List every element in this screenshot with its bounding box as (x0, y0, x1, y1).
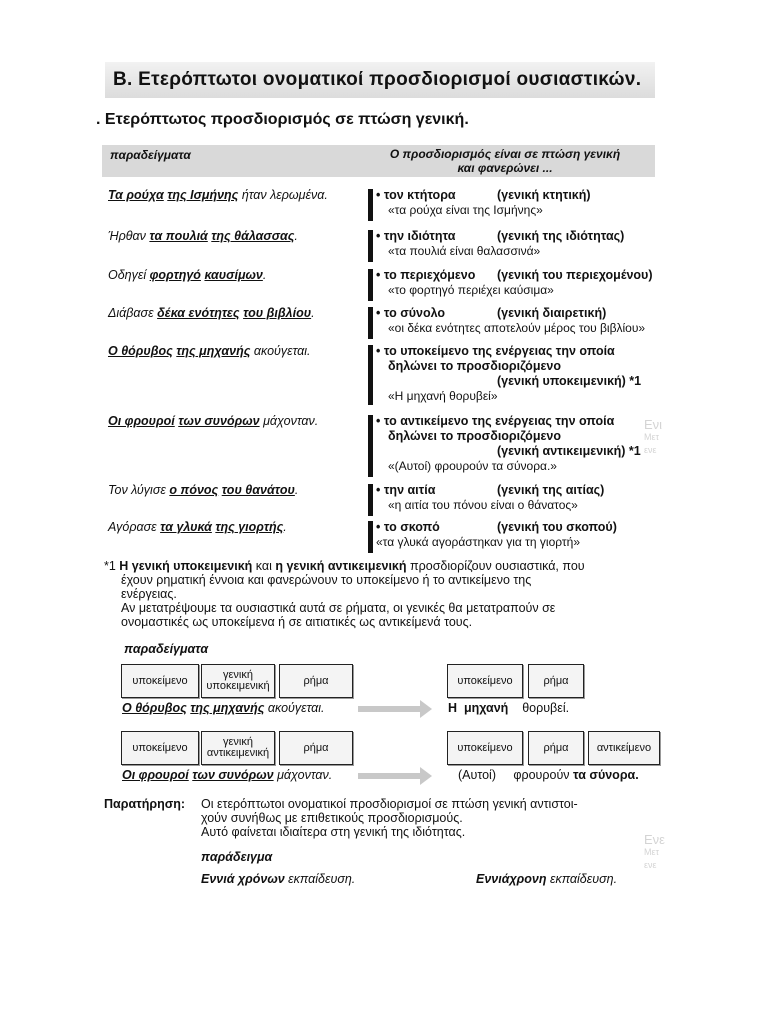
watermark-1-line2: ενε (644, 445, 657, 455)
footnote-conj: και (252, 559, 276, 573)
example-genitive: των συνόρων (178, 414, 260, 428)
row-marker-bar (368, 230, 373, 262)
example-head-noun: δέκα ενότητες (157, 306, 240, 320)
observation-label: Παρατήρηση: (104, 797, 186, 811)
diagram1-sentence (122, 701, 325, 715)
example-prefix: Οδηγεί (108, 268, 150, 282)
row-paraphrase: «η αιτία του πόνου είναι ο θάνατος» (388, 498, 578, 512)
box-objective-genitive: γενική αντικειμενική (201, 731, 275, 765)
observation-example2-term: Εννιάχρονη (476, 872, 547, 886)
example-prefix: Ήρθαν (108, 229, 150, 243)
row-role: • την ιδιότητα (376, 229, 456, 243)
row-marker-bar (368, 484, 373, 516)
example-genitive: καυσίμων (204, 268, 263, 282)
box-subject-right: υποκείμενο (447, 664, 523, 698)
row-marker-bar (368, 189, 373, 221)
page-title: Β. Ετερόπτωτοι ονοματικοί προσδιορισμοί ουσιαστικών. (105, 62, 655, 98)
example-genitive: της γιορτής (215, 520, 284, 534)
diagram1-verb: ακούγεται. (264, 701, 325, 715)
example-rest: . (283, 520, 287, 534)
footnote-text3: ενέργειας. (121, 587, 177, 601)
observation-example1-term: Εννιά χρόνων (201, 872, 285, 886)
example-head-noun: Οι φρουροί (108, 414, 175, 428)
watermark-1-line1: Μετ (644, 432, 660, 442)
footnote-text2: έχουν ρηματική έννοια και φανερώνουν το υποκείμενο ή το αντικείμενο της (121, 573, 532, 587)
observation-line2: χούν συνήθως με επιθετικούς προσδιορισμούς. (201, 811, 463, 825)
diagram1-genitive: της μηχανής (190, 701, 265, 715)
diagram2-transformed (458, 768, 639, 782)
row-marker-bar (368, 415, 373, 477)
header-examples: παραδείγματα (110, 148, 191, 162)
diagram1-new-verb: θορυβεί. (522, 701, 570, 715)
diagram2-sentence (122, 768, 332, 782)
row-marker-bar (368, 521, 373, 553)
example-rest: . (294, 229, 298, 243)
box-verb-2: ρήμα (279, 731, 353, 765)
row-role: • το αντικείμενο της ενέργειας την οποία (376, 414, 615, 428)
example-head-noun: Τα ρούχα (108, 188, 164, 202)
arrow-right-icon (358, 773, 420, 779)
watermark-2-title: Ενε (644, 832, 665, 847)
example-head-noun: Ο θόρυβος (108, 344, 173, 358)
footnote-text5: ονομαστικές ως υποκείμενα ή σε αιτιατικές ως αντικείμενά τους. (121, 615, 473, 629)
row-role: • την αιτία (376, 483, 436, 497)
example-head-noun: τα γλυκά (160, 520, 212, 534)
row-paraphrase: «τα γλυκά αγοράστηκαν για τη γιορτή» (376, 535, 581, 549)
row-role: • το υποκείμενο της ενέργειας την οποία (376, 344, 615, 358)
watermark-1 (644, 418, 662, 457)
examples-label: παραδείγματα (124, 642, 209, 656)
box-subject: υποκείμενο (121, 664, 199, 698)
box-object-right: αντικείμενο (588, 731, 660, 765)
row-tag: (γενική της ιδιότητας) (497, 229, 625, 243)
box-verb: ρήμα (279, 664, 353, 698)
row-role: • το σύνολο (376, 306, 446, 320)
example-sentence (108, 188, 328, 202)
row-role-cont: δηλώνει το προσδιοριζόμενο (388, 359, 561, 373)
observation-example1-rest: εκπαίδευση. (284, 872, 356, 886)
footnote-text4: Αν μετατρέψουμε τα ουσιαστικά αυτά σε ρήματα, οι γενικές θα μετατραπούν σε (121, 601, 556, 615)
watermark-2 (644, 833, 665, 872)
example-genitive: του βιβλίου (243, 306, 312, 320)
example-rest: . (262, 268, 267, 282)
box-verb-right-2: ρήμα (528, 731, 584, 765)
header-description-line1: Ο προσδιορισμός είναι σε πτώση γενική (389, 147, 621, 161)
row-role-cont: δηλώνει το προσδιοριζόμενο (388, 429, 561, 443)
row-tag: (γενική του σκοπού) (497, 520, 617, 534)
row-marker-bar (368, 345, 373, 405)
observation-example-label: παράδειγμα (201, 850, 273, 864)
watermark-1-title: Ενι (644, 417, 663, 432)
row-role: • το περιεχόμενο (376, 268, 476, 282)
footnote-mark: *1 (104, 559, 120, 573)
example-genitive: της Ισμήνης (167, 188, 239, 202)
header-description (360, 147, 650, 175)
example-prefix: Αγόρασε (108, 520, 161, 534)
row-tag: (γενική διαιρετική) (497, 306, 607, 320)
arrow-right-icon (358, 706, 420, 712)
example-sentence (108, 483, 298, 497)
row-paraphrase: «Η μηχανή θορυβεί» (388, 389, 498, 403)
row-marker-bar (368, 269, 373, 301)
example-sentence (108, 268, 266, 282)
example-head-noun: φορτηγό (149, 268, 201, 282)
diagram2-genitive: των συνόρων (192, 768, 274, 782)
diagram2-verb: μάχονταν. (273, 768, 333, 782)
diagram1-subject: Ο θόρυβος (122, 701, 187, 715)
row-role: • το σκοπό (376, 520, 440, 534)
diagram1-article: Η (448, 701, 458, 715)
diagram2-pronoun: (Αυτοί) (458, 768, 496, 782)
row-tag: (γενική υποκειμενική) *1 (497, 374, 642, 388)
example-sentence (108, 414, 318, 428)
row-paraphrase: «το φορτηγό περιέχει καύσιμα» (388, 283, 554, 297)
example-sentence (108, 520, 287, 534)
box-verb-right: ρήμα (528, 664, 584, 698)
diagram2-subject: Οι φρουροί (122, 768, 189, 782)
example-head-noun: τα πουλιά (149, 229, 208, 243)
example-rest: . (294, 483, 299, 497)
diagram2-new-verb: φρουρούν (513, 768, 570, 782)
row-paraphrase: «τα ρούχα είναι της Ισμήνης» (388, 203, 543, 217)
example-rest: ακούγεται. (250, 344, 311, 358)
example-prefix: Τον λύγισε (108, 483, 170, 497)
example-genitive: της μηχανής (176, 344, 251, 358)
diagram2-object: τα σύνορα. (573, 768, 639, 782)
row-tag: (γενική κτητική) (497, 188, 591, 202)
footnote-term2: η γενική αντικειμενική (275, 559, 407, 573)
footnote (104, 559, 656, 629)
section-title: . Ετερόπτωτος προσδιορισμός σε πτώση γενική. (96, 111, 469, 128)
example-rest: ήταν λερωμένα. (238, 188, 328, 202)
observation-example1 (201, 872, 355, 886)
example-rest: μάχονταν. (259, 414, 319, 428)
observation-line3: Αυτό φαίνεται ιδιαίτερα στη γενική της ιδιότητας. (201, 825, 466, 839)
row-tag: (γενική του περιεχομένου) (497, 268, 653, 282)
row-tag: (γενική αντικειμενική) *1 (497, 444, 641, 458)
example-head-noun: ο πόνος (169, 483, 219, 497)
example-sentence (108, 344, 311, 358)
example-genitive: της θάλασσας (211, 229, 295, 243)
header-description-line2: και φανερώνει ... (457, 161, 553, 175)
box-subject-right-2: υποκείμενο (447, 731, 523, 765)
row-paraphrase: «τα πουλιά είναι θαλασσινά» (388, 244, 541, 258)
example-prefix: Διάβασε (108, 306, 158, 320)
example-sentence (108, 306, 315, 320)
row-role: • τον κτήτορα (376, 188, 456, 202)
observation-example2-rest: εκπαίδευση. (546, 872, 618, 886)
example-sentence (108, 229, 298, 243)
observation-text (201, 797, 651, 839)
diagram1-transformed (448, 701, 569, 715)
row-marker-bar (368, 307, 373, 339)
observation-line1: Οι ετερόπτωτοι ονοματικοί προσδιορισμοί σε πτώση γενική αντιστοι- (201, 797, 578, 811)
box-subject-2: υποκείμενο (121, 731, 199, 765)
watermark-2-line1: Μετ (644, 847, 660, 857)
footnote-text1: προσδιορίζουν ουσιαστικά, που (406, 559, 585, 573)
row-paraphrase: «(Αυτοί) φρουρούν τα σύνορα.» (388, 459, 557, 473)
example-rest: . (311, 306, 315, 320)
box-subjective-genitive: γενική υποκειμενική (201, 664, 275, 698)
row-paraphrase: «οι δέκα ενότητες αποτελούν μέρος του βιβλίου» (388, 321, 646, 335)
diagram1-noun: μηχανή (463, 701, 509, 715)
row-tag: (γενική της αιτίας) (497, 483, 605, 497)
observation-example2 (476, 872, 617, 886)
footnote-term1: Η γενική υποκειμενική (119, 559, 253, 573)
example-genitive: του θανάτου (221, 483, 295, 497)
watermark-2-line2: ενε (644, 860, 657, 870)
